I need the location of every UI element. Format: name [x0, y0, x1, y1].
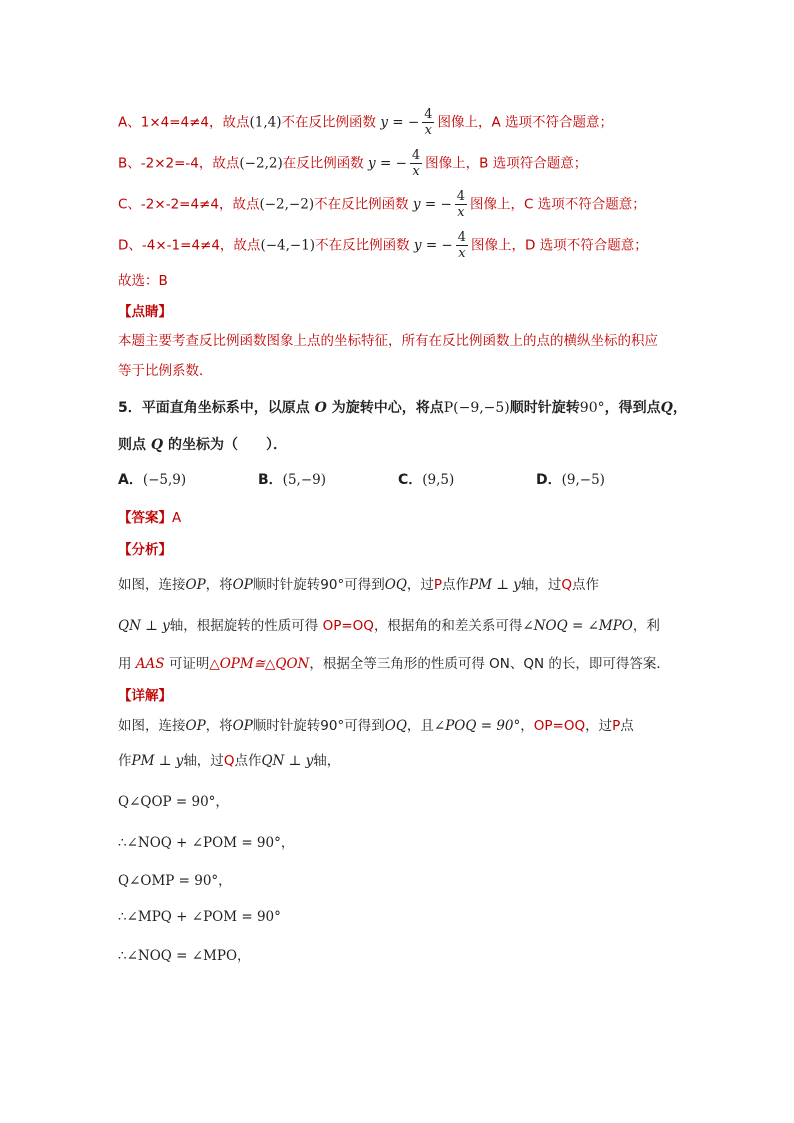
- origin-o: O: [314, 400, 327, 416]
- function-y: y: [368, 155, 376, 172]
- step-4: ∴∠MPQ + ∠POM = 90°: [118, 909, 281, 925]
- option-c-explanation: [118, 189, 646, 220]
- step-1: Q∠QOP = 90°，: [118, 794, 229, 810]
- stem-text: 顺时针旋转: [509, 400, 580, 416]
- point-p: P: [433, 577, 443, 593]
- stem-text: 则点: [118, 437, 146, 453]
- text: ，根据角的和差关系可得: [373, 618, 523, 634]
- option-c: [398, 470, 454, 490]
- question-5-stem-line-2: [118, 435, 287, 455]
- text: 轴，过: [183, 753, 224, 769]
- fraction-denominator: x: [410, 163, 422, 179]
- analysis-line-2: [118, 616, 660, 636]
- point-d: (−4,−1): [260, 237, 316, 254]
- angle-equation: ∠NOQ = ∠MPO: [522, 618, 633, 634]
- math-pm-perp-y: PM ⊥ y: [131, 753, 184, 769]
- option-value: (−5,9): [142, 472, 187, 488]
- detail-label: 【详解】: [118, 688, 172, 704]
- aas: AAS: [135, 656, 165, 672]
- math-op: OP: [232, 718, 253, 734]
- math-qn-perp-y: QN ⊥ y: [118, 618, 170, 634]
- answer-value: A: [172, 510, 182, 526]
- point-p: P: [612, 718, 621, 734]
- answer-label: 【答案】: [118, 510, 172, 526]
- answer-options: [118, 470, 678, 492]
- fraction-denominator: x: [422, 122, 434, 138]
- text: 顺时针旋转90°可得到: [252, 577, 385, 593]
- point-c: (−2,−2): [259, 196, 315, 213]
- option-d: [536, 470, 605, 490]
- option-a-prefix: A、1×4=4≠4，故点: [118, 114, 250, 131]
- point-q: Q: [660, 400, 673, 416]
- congruent-triangles: △OPM≅△QON: [209, 656, 310, 672]
- fraction-numerator: 4: [411, 148, 421, 163]
- option-d-prefix: D、-4×-1=4≠4，故点: [118, 237, 261, 254]
- point-b: (−2,2): [239, 155, 283, 172]
- text: ，过: [406, 577, 434, 593]
- dianjing-text-2: 等于比例系数．: [118, 363, 213, 379]
- question-5-stem-line-1: [118, 398, 687, 418]
- option-b: [258, 470, 326, 490]
- math-pm-perp-y: PM ⊥ y: [469, 577, 521, 593]
- text: ，且: [406, 718, 434, 734]
- text: 点作: [572, 577, 599, 593]
- function-eq: = −: [424, 196, 452, 213]
- op-equals-oq: OP=OQ: [533, 718, 586, 734]
- op-equals-oq: OP=OQ: [322, 618, 374, 634]
- function-y: y: [412, 196, 421, 213]
- analysis-label: 【分析】: [118, 542, 172, 558]
- text: 如图，连接: [118, 577, 186, 593]
- dianjing-text-1: 本题主要考查反比例函数图象上点的坐标特征，所有在反比例函数上的点的横纵坐标的积应: [118, 333, 658, 349]
- option-b-mid: 在反比例函数: [282, 155, 364, 172]
- option-value: (5,−9): [282, 472, 326, 488]
- function-eq: = −: [392, 114, 420, 131]
- point-q: Q: [150, 437, 164, 453]
- option-d-explanation: [118, 230, 648, 261]
- option-c-suffix: 图像上，C 选项不符合题意；: [470, 196, 646, 213]
- function-y: y: [380, 114, 388, 131]
- text: 轴，过: [520, 577, 562, 593]
- option-d-suffix: 图像上，D 选项不符合题意；: [471, 237, 648, 254]
- option-a: [118, 470, 186, 490]
- text: 点作: [442, 577, 470, 593]
- text: 顺时针旋转90°可得到: [252, 718, 385, 734]
- option-value: (9,5): [422, 472, 455, 488]
- detail-line-1: [118, 716, 634, 736]
- detail-line-2: [118, 751, 340, 771]
- answer-line: [118, 508, 181, 528]
- step-2: ∴∠NOQ + ∠POM = 90°，: [118, 835, 295, 851]
- text: 点: [620, 718, 634, 734]
- text: ，将: [205, 718, 233, 734]
- fraction-4-over-x: [422, 107, 434, 138]
- point-q: Q: [223, 753, 235, 769]
- text: ，过: [585, 718, 613, 734]
- option-b-suffix: 图像上，B 选项符合题意；: [425, 155, 588, 172]
- angle-90: 90°: [579, 400, 605, 416]
- step-5: ∴∠NOQ = ∠MPO，: [118, 948, 251, 964]
- text: 如图，连接: [118, 718, 186, 734]
- math-qn-perp-y: QN ⊥ y: [261, 753, 314, 769]
- angle-poq: ∠POQ = 90°: [433, 718, 521, 734]
- fraction-numerator: 4: [457, 230, 467, 245]
- stem-text: ，得到点: [604, 400, 661, 416]
- option-label: C．: [398, 472, 423, 488]
- point-p: P(−9,−5): [443, 400, 510, 416]
- option-c-mid: 不在反比例函数: [314, 196, 409, 213]
- option-value: (9,−5): [561, 472, 605, 488]
- fraction-denominator: x: [456, 245, 468, 261]
- fraction-numerator: 4: [456, 189, 466, 204]
- math-op: OP: [185, 718, 206, 734]
- math-oq: OQ: [384, 718, 407, 734]
- text: ，将: [205, 577, 233, 593]
- text: ，利: [632, 618, 660, 634]
- text: 作: [118, 753, 132, 769]
- fraction-4-over-x: [455, 189, 467, 220]
- option-label: A．: [118, 472, 143, 488]
- option-a-suffix: 图像上，A 选项不符合题意；: [437, 114, 614, 131]
- option-a-explanation: [118, 107, 613, 138]
- option-label: D．: [536, 472, 562, 488]
- point-a: (1,4): [249, 114, 282, 131]
- option-c-prefix: C、-2×-2=4≠4，故点: [118, 196, 260, 213]
- stem-text: 的坐标为（ ）．: [167, 437, 287, 453]
- text: 轴，: [313, 753, 341, 769]
- analysis-line-3: [118, 654, 670, 674]
- step-3: Q∠OMP = 90°，: [118, 873, 232, 889]
- function-eq: = −: [425, 237, 453, 254]
- option-a-mid: 不在反比例函数: [281, 114, 377, 131]
- dianjing-label: 【点睛】: [118, 304, 172, 320]
- final-choice: 故选：B: [118, 273, 168, 289]
- option-label: B．: [258, 472, 283, 488]
- fraction-4-over-x: [456, 230, 468, 261]
- fraction-numerator: 4: [424, 107, 433, 122]
- text: 可证明: [168, 656, 210, 672]
- text: 点作: [234, 753, 262, 769]
- function-eq: = −: [379, 155, 407, 172]
- option-b-prefix: B、-2×2=-4，故点: [118, 155, 240, 172]
- stem-text: 为旋转中心，将点: [331, 400, 444, 416]
- text: 轴，根据旋转的性质可得: [169, 618, 319, 634]
- stem-text: ，: [672, 400, 687, 416]
- stem-text: 5．平面直角坐标系中，以原点: [118, 400, 310, 416]
- option-b-explanation: [118, 148, 587, 179]
- text: 用: [118, 656, 132, 672]
- math-oq: OQ: [384, 577, 407, 593]
- text: ，根据全等三角形的性质可得 ON、QN 的长，即可得答案．: [309, 656, 670, 672]
- function-y: y: [413, 237, 422, 254]
- fraction-denominator: x: [455, 204, 467, 220]
- fraction-4-over-x: [410, 148, 422, 179]
- analysis-line-1: [118, 575, 599, 595]
- point-q: Q: [561, 577, 572, 593]
- text: ，: [520, 718, 534, 734]
- option-d-mid: 不在反比例函数: [315, 237, 410, 254]
- math-op: OP: [232, 577, 253, 593]
- math-op: OP: [185, 577, 206, 593]
